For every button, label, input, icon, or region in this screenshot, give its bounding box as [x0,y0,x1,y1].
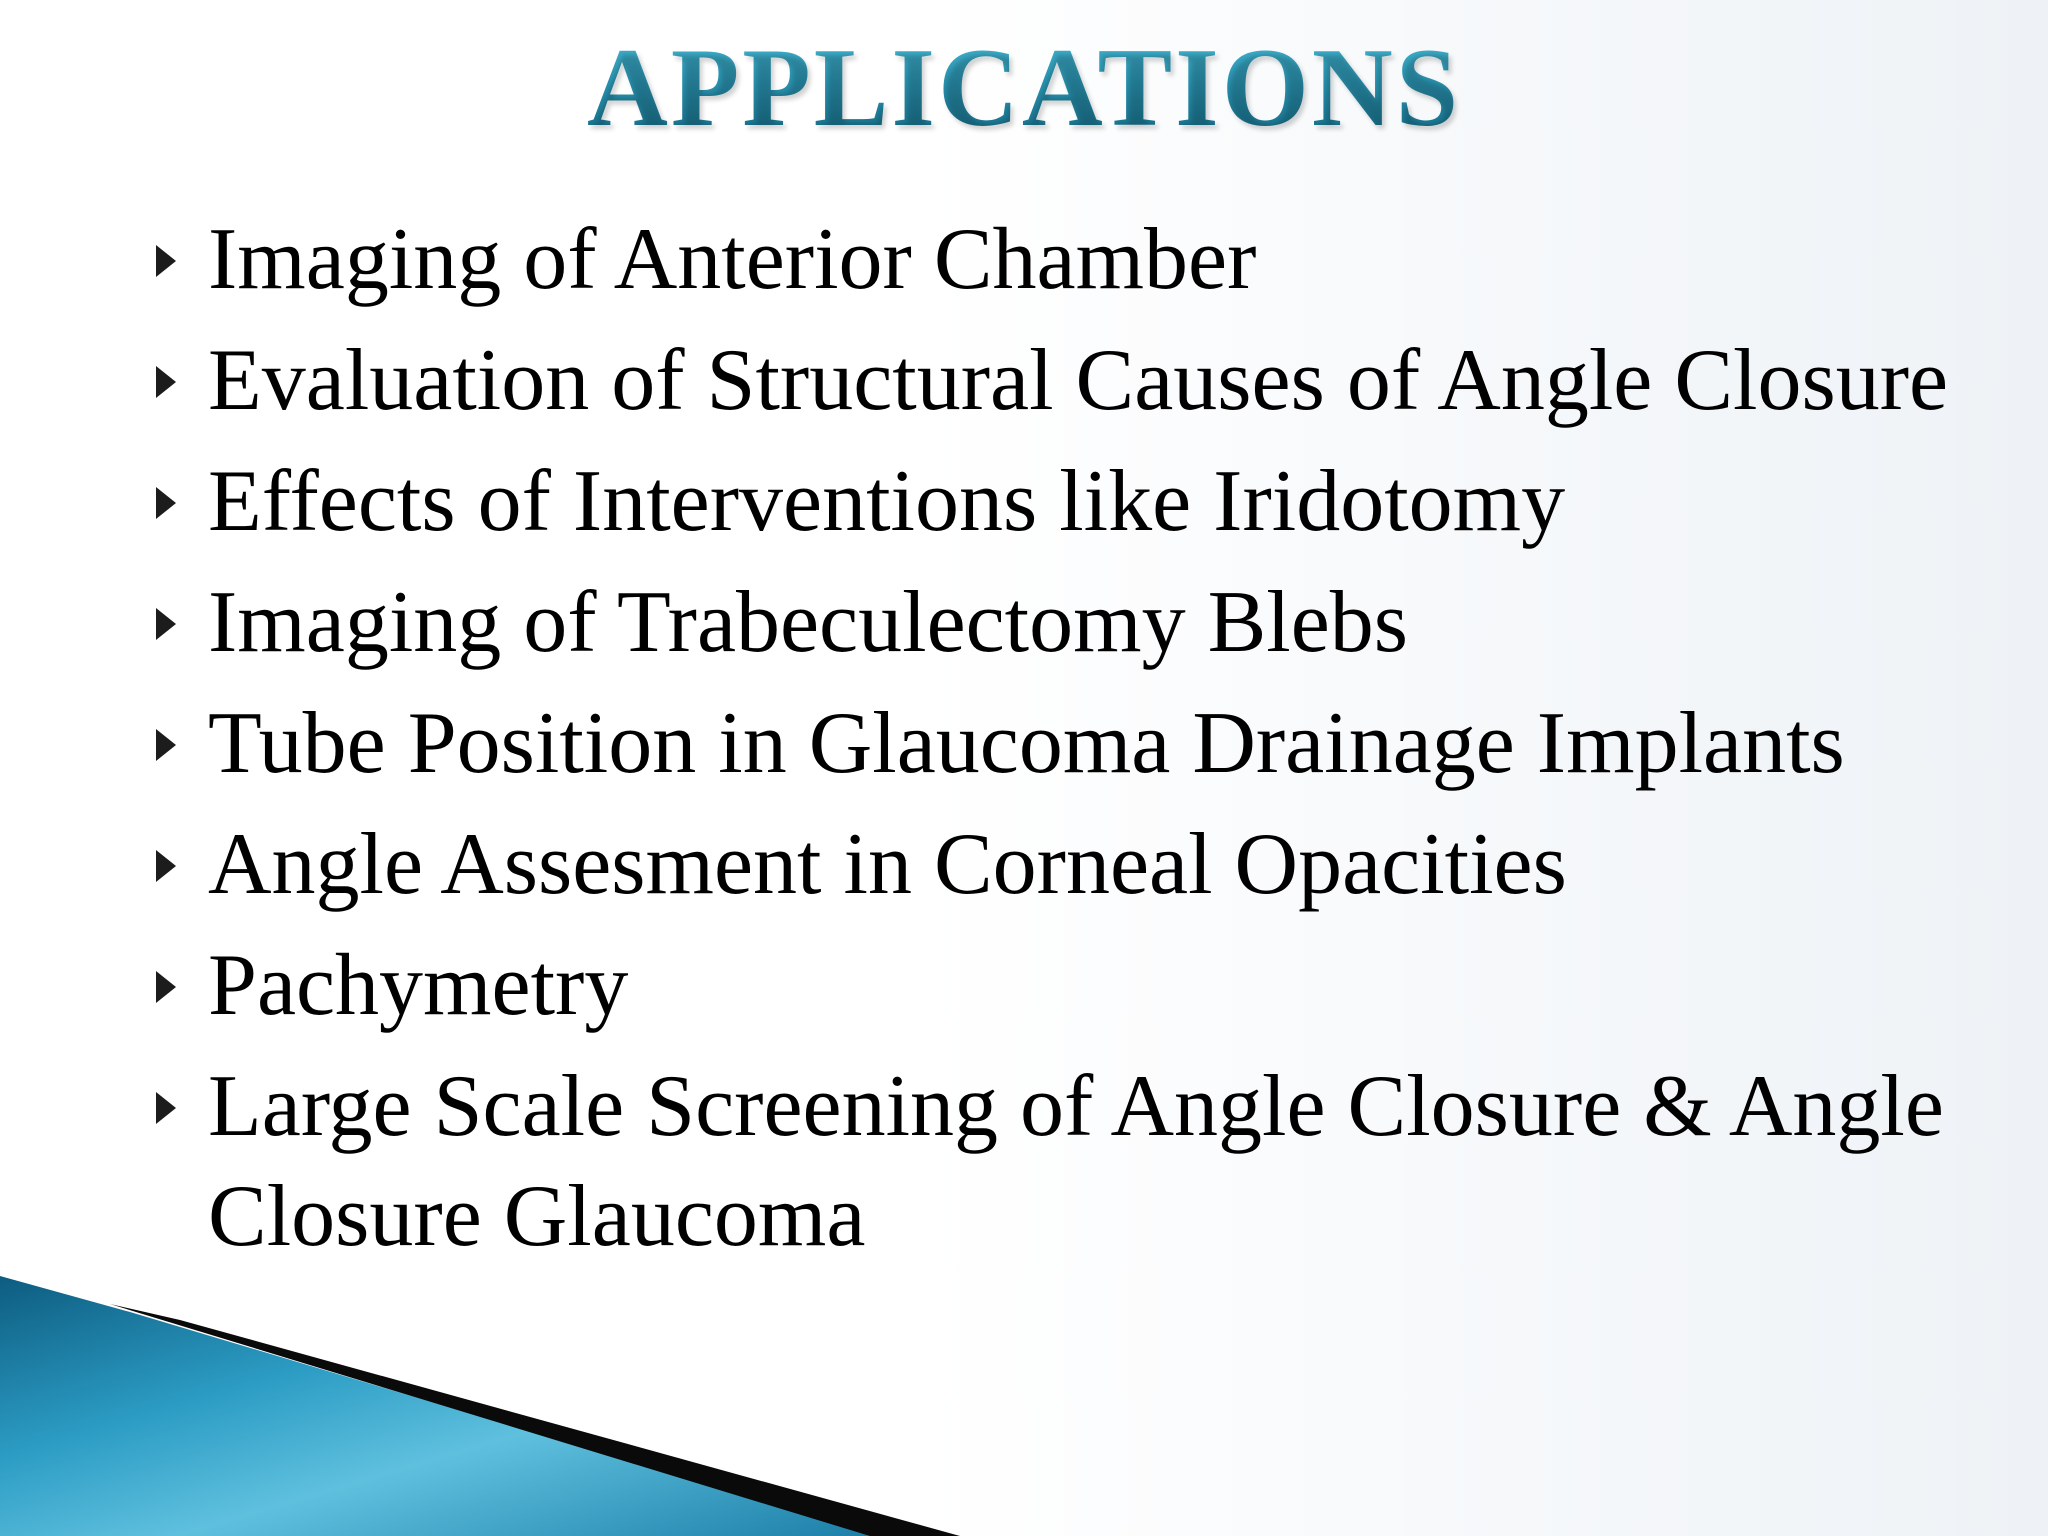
bullet-text: Evaluation of Structural Causes of Angle Closure [208,332,1949,429]
triangle-bullet-icon [156,366,176,398]
triangle-bullet-icon [156,971,176,1003]
bullet-item [148,326,2008,436]
pale-swoosh-shape [0,1336,960,1536]
bullet-list [148,205,2008,1283]
bullet-item [148,689,2008,799]
triangle-bullet-icon [156,245,176,277]
triangle-bullet-icon [156,487,176,519]
corner-swoosh-decoration [0,1276,2048,1536]
bullet-item [148,931,2008,1041]
slide-title: APPLICATIONS [0,18,2048,158]
triangle-bullet-icon [156,608,176,640]
bullet-item [148,205,2008,315]
bullet-item [148,1052,2008,1272]
bullet-text: Effects of Interventions like Iridotomy [208,453,1566,550]
bullet-text: Imaging of Anterior Chamber [208,211,1257,308]
bullet-item [148,568,2008,678]
bullet-text: Pachymetry [208,937,629,1034]
blue-swoosh-shape [0,1276,880,1536]
bullet-text: Imaging of Trabeculectomy Blebs [208,574,1409,671]
bullet-text: Angle Assesment in Corneal Opacities [208,816,1567,913]
bullet-text: Tube Position in Glaucoma Drainage Implants [208,695,1845,792]
bullet-item [148,447,2008,557]
triangle-bullet-icon [156,850,176,882]
dark-swoosh-stripe [110,1304,960,1536]
triangle-bullet-icon [156,729,176,761]
bullet-item [148,810,2008,920]
bullet-text: Large Scale Screening of Angle Closure & Angle Closure Glaucoma [208,1058,1944,1265]
triangle-bullet-icon [156,1092,176,1124]
